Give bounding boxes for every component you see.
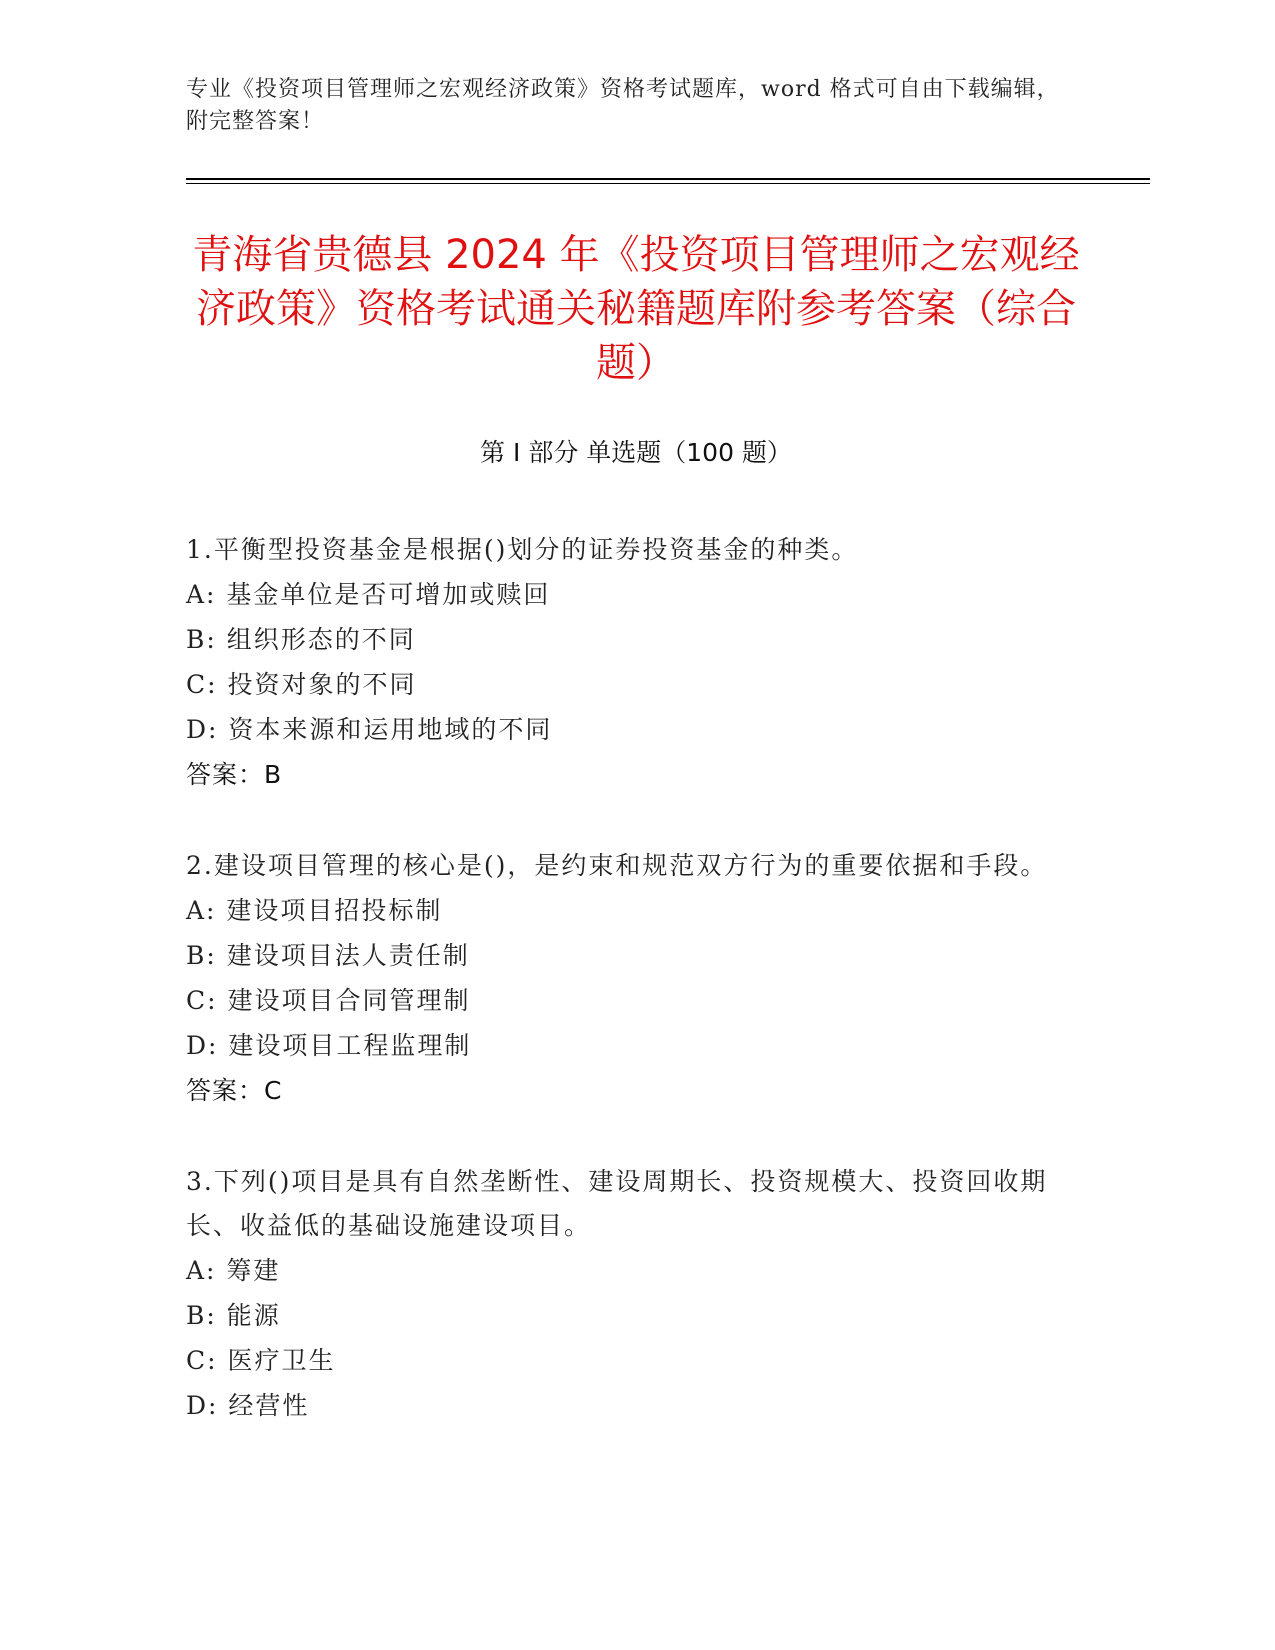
document-title: 青海省贵德县 2024 年《投资项目管理师之宏观经济政策》资格考试通关秘籍题库附参考答案（综合题） <box>192 232 1080 386</box>
option-b: B: 组织形态的不同 <box>186 625 416 654</box>
option-b: B: 能源 <box>186 1301 281 1330</box>
question-3 <box>186 1160 1066 1428</box>
question-1 <box>186 528 1066 798</box>
option-a: A: 基金单位是否可增加或赎回 <box>186 580 551 609</box>
question-list <box>186 528 1066 1474</box>
option-d: D: 建设项目工程监理制 <box>186 1031 472 1060</box>
question-text: 3.下列()项目是具有自然垄断性、建设周期长、投资规模大、投资回收期长、收益低的基础设施建设项目。 <box>186 1167 1048 1240</box>
answer: 答案：C <box>186 1076 283 1105</box>
question-2 <box>186 844 1066 1114</box>
part-title: 第 I 部分 单选题（100 题） <box>480 438 792 467</box>
option-b: B: 建设项目法人责任制 <box>186 941 470 970</box>
answer: 答案：B <box>186 760 283 789</box>
header-note: 专业《投资项目管理师之宏观经济政策》资格考试题库，word 格式可自由下载编辑，附完整答案！ <box>186 77 1060 134</box>
question-text: 2.建设项目管理的核心是()，是约束和规范双方行为的重要依据和手段。 <box>186 851 1048 880</box>
option-c: C: 建设项目合同管理制 <box>186 986 471 1015</box>
option-a: A: 建设项目招投标制 <box>186 896 443 925</box>
option-a: A: 筹建 <box>186 1256 281 1285</box>
header-rule-thin <box>186 183 1150 184</box>
option-d: D: 资本来源和运用地域的不同 <box>186 715 553 744</box>
header-rule-thick <box>186 178 1150 180</box>
question-text: 1.平衡型投资基金是根据()划分的证券投资基金的种类。 <box>186 535 859 564</box>
option-c: C: 医疗卫生 <box>186 1346 336 1375</box>
option-c: C: 投资对象的不同 <box>186 670 417 699</box>
option-d: D: 经营性 <box>186 1391 310 1420</box>
